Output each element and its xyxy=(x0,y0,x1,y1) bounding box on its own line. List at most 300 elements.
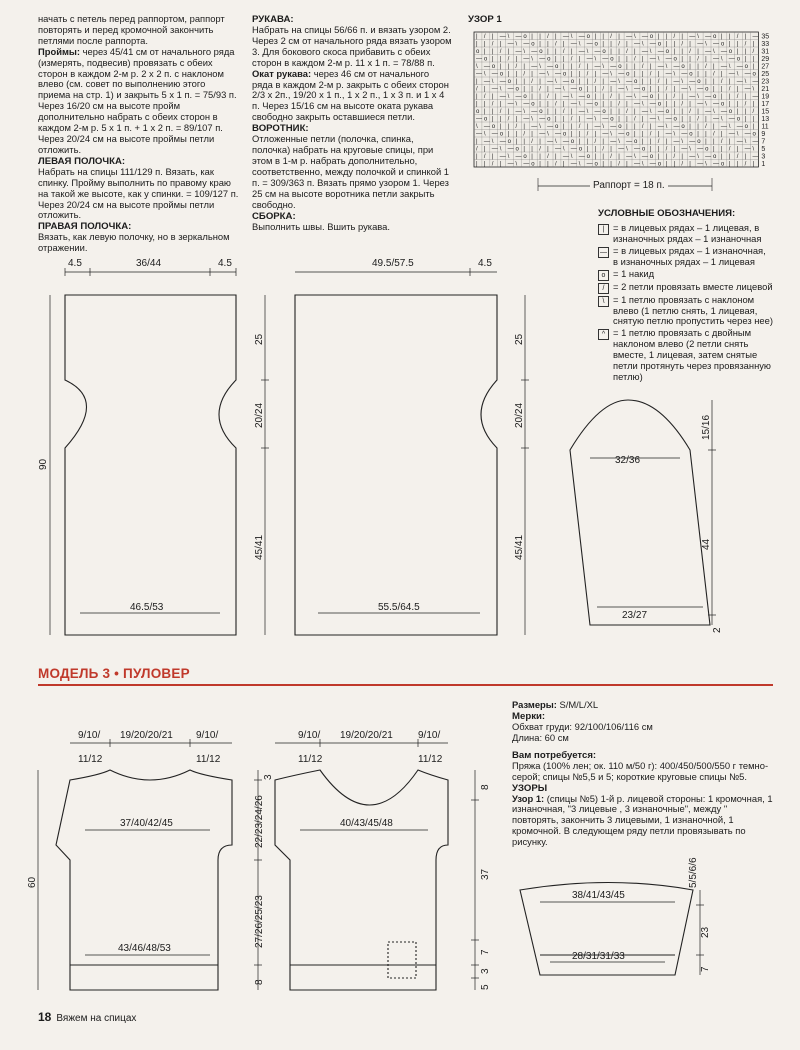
svg-text:—: — xyxy=(697,86,704,93)
svg-text:/: / xyxy=(752,109,755,116)
svg-text:o: o xyxy=(594,101,598,108)
svg-text:|: | xyxy=(491,49,494,56)
svg-text:|: | xyxy=(641,116,644,123)
back-left-h1: 25 xyxy=(254,333,265,345)
svg-text:—: — xyxy=(634,146,640,153)
svg-text:/: / xyxy=(515,64,518,71)
chart-row-numbers xyxy=(761,34,769,169)
svg-text:|: | xyxy=(744,154,747,161)
svg-text:/: / xyxy=(476,86,478,93)
svg-text:|: | xyxy=(713,64,715,71)
svg-text:|: | xyxy=(507,131,510,138)
svg-text:\: \ xyxy=(657,56,660,63)
svg-text:—: — xyxy=(547,124,554,131)
text-column-1 xyxy=(38,14,240,254)
svg-text:|: | xyxy=(515,139,518,146)
svg-text:—: — xyxy=(555,131,561,138)
svg-text:|: | xyxy=(602,41,604,48)
front-neck-depth: 3 xyxy=(263,774,274,780)
svg-text:/: / xyxy=(744,161,747,168)
svg-text:|: | xyxy=(562,64,565,71)
svg-text:\: \ xyxy=(752,146,755,153)
svg-text:|: | xyxy=(531,34,533,41)
svg-text:|: | xyxy=(491,94,494,101)
svg-text:—: — xyxy=(673,139,680,146)
svg-text:—: — xyxy=(618,131,625,138)
svg-text:—: — xyxy=(752,139,759,146)
svg-text:|: | xyxy=(705,79,707,86)
svg-text:\: \ xyxy=(641,41,644,48)
svg-text:/: / xyxy=(555,161,557,168)
svg-text:\: \ xyxy=(539,64,541,71)
okat-text: через 46 см от начального ряда в каждом 2-м р. закрыть с обеих сторон 2/3 х 2п., 19/20 х 1 п., 1 х 2 п., 1 х 3 п. и 1 х 4 п. Через 15/16 см на высоте оката рукава свободно закрыть оставшиеся петли. xyxy=(252,67,449,123)
svg-text:|: | xyxy=(555,49,557,56)
svg-text:o: o xyxy=(728,109,733,116)
chart-row-number: 35 xyxy=(761,33,770,41)
svg-text:|: | xyxy=(673,109,676,116)
svg-text:/: / xyxy=(523,71,526,78)
svg-text:|: | xyxy=(728,34,731,41)
front-top-left-dim: 4.5 xyxy=(68,258,82,269)
svg-text:|: | xyxy=(476,154,478,161)
svg-text:—: — xyxy=(547,79,554,86)
svg-text:|: | xyxy=(752,41,755,48)
svg-text:o: o xyxy=(657,101,662,108)
svg-text:|: | xyxy=(665,154,668,161)
assembly-text: Выполнить швы. Вшить рукава. xyxy=(252,220,390,232)
svg-text:\: \ xyxy=(602,124,605,131)
svg-text:|: | xyxy=(491,34,494,41)
svg-text:/: / xyxy=(610,94,612,101)
svg-text:|: | xyxy=(547,49,549,56)
assembly-title: СБОРКА: xyxy=(252,210,296,222)
svg-text:|: | xyxy=(744,34,747,41)
svg-text:|: | xyxy=(547,161,549,168)
svg-text:/: / xyxy=(483,94,486,101)
svg-text:|: | xyxy=(531,146,533,153)
measures-label: Мерки: xyxy=(512,710,546,722)
svg-text:—: — xyxy=(476,116,482,123)
svg-text:o: o xyxy=(491,64,496,71)
svg-text:—: — xyxy=(531,109,538,116)
svg-text:o: o xyxy=(610,116,614,123)
svg-text:—: — xyxy=(728,71,735,78)
svg-text:—: — xyxy=(531,49,538,56)
svg-text:—: — xyxy=(586,101,593,108)
svg-text:—: — xyxy=(476,71,482,78)
svg-text:\: \ xyxy=(641,161,644,168)
svg-text:|: | xyxy=(570,124,573,131)
svg-text:\: \ xyxy=(673,71,676,78)
svg-text:|: | xyxy=(539,41,541,48)
svg-text:|: | xyxy=(752,56,755,63)
svg-text:\: \ xyxy=(523,49,526,56)
svg-text:|: | xyxy=(681,34,683,41)
svg-text:o: o xyxy=(657,161,662,168)
left-front-text: Набрать на спицы 111/129 п. Вязать, как спинку. Пройму выполнить по правому краю на такой же высоте, как у спинки. = 109/127 п. Через 20/24 см на высоте проймы петли отложить. xyxy=(38,165,239,221)
svg-text:—: — xyxy=(641,34,648,41)
svg-text:|: | xyxy=(539,79,541,86)
svg-text:—: — xyxy=(673,64,680,71)
svg-text:|: | xyxy=(555,109,557,116)
svg-text:|: | xyxy=(531,71,533,78)
pullover-front-outline xyxy=(275,770,448,990)
svg-text:—: — xyxy=(705,154,712,161)
chart-row-number: 9 xyxy=(761,131,766,138)
svg-text:—: — xyxy=(594,124,601,131)
svg-text:|: | xyxy=(649,86,652,93)
back-bottom-dim: 55.5/64.5 xyxy=(378,602,420,613)
svg-text:/: / xyxy=(689,109,691,116)
svg-text:|: | xyxy=(555,94,557,101)
svg-text:|: | xyxy=(665,94,668,101)
svg-text:—: — xyxy=(697,41,704,48)
svg-text:/: / xyxy=(720,139,723,146)
svg-text:\: \ xyxy=(649,109,652,116)
svg-text:/: / xyxy=(657,139,660,146)
svg-text:|: | xyxy=(586,124,589,131)
svg-text:|: | xyxy=(476,34,478,41)
svg-text:—: — xyxy=(713,56,719,63)
svg-text:|: | xyxy=(476,139,478,146)
svg-text:/: / xyxy=(689,49,691,56)
svg-text:|: | xyxy=(689,116,691,123)
svg-text:|: | xyxy=(728,41,731,48)
svg-text:/: / xyxy=(476,146,478,153)
svg-text:o: o xyxy=(705,86,709,93)
svg-text:o: o xyxy=(547,56,551,63)
chart-row-number: 1 xyxy=(761,161,766,168)
svg-text:o: o xyxy=(689,131,693,138)
svg-text:|: | xyxy=(610,86,612,93)
svg-text:—: — xyxy=(641,49,648,56)
svg-text:—: — xyxy=(697,161,704,168)
svg-text:|: | xyxy=(705,56,707,63)
svg-text:|: | xyxy=(705,131,707,138)
svg-text:|: | xyxy=(578,131,581,138)
svg-text:\: \ xyxy=(555,79,557,86)
svg-text:\: \ xyxy=(752,86,755,93)
svg-text:/: / xyxy=(555,41,557,48)
svg-text:|: | xyxy=(705,139,707,146)
svg-text:—: — xyxy=(523,161,530,168)
legend-item: o = 1 накид xyxy=(598,269,773,281)
svg-text:o: o xyxy=(641,86,646,93)
svg-text:—: — xyxy=(697,146,704,153)
svg-text:|: | xyxy=(720,131,723,138)
svg-text:|: | xyxy=(689,41,691,48)
svg-text:\: \ xyxy=(657,116,660,123)
left-front-title: ЛЕВАЯ ПОЛОЧКА: xyxy=(38,155,126,167)
chart-row-number: 23 xyxy=(761,78,770,86)
svg-text:|: | xyxy=(555,154,557,161)
svg-text:|: | xyxy=(689,56,691,63)
svg-text:—: — xyxy=(665,131,672,138)
pullover-back-outline xyxy=(56,770,232,990)
col1-continuation: начать с петель перед раппортом, раппорт повторять и перед кромочной закончить петлями после раппорта. xyxy=(38,13,225,46)
svg-text:|: | xyxy=(649,124,652,131)
svg-text:—: — xyxy=(649,161,656,168)
svg-text:\: \ xyxy=(626,86,628,93)
svg-text:\: \ xyxy=(570,154,573,161)
svg-text:o: o xyxy=(720,161,725,168)
svg-text:|: | xyxy=(634,64,636,71)
front-chest-dim: 40/43/45/48 xyxy=(340,818,393,829)
svg-text:o: o xyxy=(578,146,583,153)
svg-text:\: \ xyxy=(681,139,684,146)
svg-text:/: / xyxy=(491,101,494,108)
svg-text:—: — xyxy=(515,34,522,41)
svg-text:/: / xyxy=(507,116,510,123)
svg-text:|: | xyxy=(539,161,541,168)
svg-text:o: o xyxy=(507,79,511,86)
svg-text:|: | xyxy=(602,94,604,101)
svg-text:|: | xyxy=(681,154,683,161)
legend-item: \ = 1 петлю провязать с наклоном влево (1 петлю снять, 1 лицевая, снятую петлю пропустить через нее) xyxy=(598,295,773,328)
sleeve-title: РУКАВА: xyxy=(252,14,294,25)
svg-text:|: | xyxy=(562,101,565,108)
chart-row-number: 27 xyxy=(761,63,770,71)
svg-text:—: — xyxy=(681,131,688,138)
chart-row-number: 11 xyxy=(761,123,769,131)
svg-text:\: \ xyxy=(720,56,723,63)
svg-text:\: \ xyxy=(578,161,581,168)
svg-text:o: o xyxy=(634,139,638,146)
chart-title: УЗОР 1 xyxy=(468,14,502,25)
svg-text:—: — xyxy=(499,79,506,86)
svg-text:\: \ xyxy=(634,94,636,101)
svg-text:—: — xyxy=(610,124,617,131)
svg-text:|: | xyxy=(483,146,486,153)
svg-text:|: | xyxy=(618,116,620,123)
svg-text:o: o xyxy=(713,94,717,101)
svg-text:\: \ xyxy=(689,146,691,153)
svg-text:—: — xyxy=(602,116,609,123)
svg-text:|: | xyxy=(649,79,652,86)
svg-text:|: | xyxy=(586,79,589,86)
front-outline xyxy=(65,295,236,635)
svg-text:|: | xyxy=(681,116,683,123)
svg-text:—: — xyxy=(602,71,609,78)
svg-text:—: — xyxy=(618,146,625,153)
chart-row-number: 21 xyxy=(761,86,770,93)
front-neck-dim: 19/20/20/21 xyxy=(340,730,393,741)
svg-text:|: | xyxy=(594,154,597,161)
svg-text:|: | xyxy=(547,109,549,116)
svg-text:—: — xyxy=(531,64,538,71)
svg-text:—: — xyxy=(602,56,609,63)
svg-text:—: — xyxy=(689,154,696,161)
svg-text:o: o xyxy=(744,124,748,131)
svg-text:|: | xyxy=(752,124,755,131)
svg-text:—: — xyxy=(657,109,664,116)
svg-text:|: | xyxy=(689,101,691,108)
svg-text:—: — xyxy=(539,71,546,78)
svg-text:|: | xyxy=(641,71,644,78)
sleeve-outline xyxy=(570,400,710,625)
svg-text:|: | xyxy=(736,101,739,108)
svg-text:o: o xyxy=(649,94,654,101)
svg-text:\: \ xyxy=(476,124,478,131)
svg-text:|: | xyxy=(602,139,604,146)
svg-text:|: | xyxy=(689,64,691,71)
back-shoulder-r2: 11/12 xyxy=(196,754,221,765)
svg-text:/: / xyxy=(649,131,652,138)
svg-text:/: / xyxy=(728,86,731,93)
svg-text:|: | xyxy=(689,161,691,168)
svg-text:o: o xyxy=(610,56,614,63)
svg-text:—: — xyxy=(594,109,601,116)
svg-text:/: / xyxy=(570,116,573,123)
svg-text:\: \ xyxy=(705,41,707,48)
svg-text:—: — xyxy=(634,161,640,168)
svg-text:/: / xyxy=(618,101,620,108)
front-top-mid-dim: 36/44 xyxy=(136,258,162,269)
svg-text:\: \ xyxy=(547,71,549,78)
svg-text:|: | xyxy=(507,109,510,116)
svg-text:—: — xyxy=(626,79,633,86)
svg-text:|: | xyxy=(476,94,478,101)
svg-text:\: \ xyxy=(499,146,502,153)
svg-text:|: | xyxy=(531,86,533,93)
svg-text:|: | xyxy=(602,161,604,168)
svg-text:|: | xyxy=(736,86,739,93)
back-left-h2: 20/24 xyxy=(254,402,265,428)
svg-text:\: \ xyxy=(507,34,510,41)
svg-text:/: / xyxy=(649,71,652,78)
svg-text:—: — xyxy=(713,161,719,168)
svg-text:|: | xyxy=(515,131,518,138)
svg-text:|: | xyxy=(531,154,533,161)
svg-text:—: — xyxy=(634,41,640,48)
svg-text:/: / xyxy=(586,71,589,78)
svg-text:o: o xyxy=(641,146,646,153)
svg-text:o: o xyxy=(515,146,519,153)
svg-text:—: — xyxy=(649,41,656,48)
svg-text:/: / xyxy=(736,154,739,161)
proymy-label: Проймы: xyxy=(38,45,81,57)
svg-text:/: / xyxy=(618,161,620,168)
svg-text:|: | xyxy=(476,161,478,168)
svg-text:o: o xyxy=(634,79,638,86)
svg-text:—: — xyxy=(555,71,561,78)
svg-text:/: / xyxy=(594,139,597,146)
svg-text:\: \ xyxy=(507,154,510,161)
svg-text:|: | xyxy=(491,154,494,161)
svg-text:|: | xyxy=(713,139,715,146)
k2tog-symbol-icon: / xyxy=(598,283,609,294)
sleeve-length-dim: 44 xyxy=(701,538,712,550)
svg-text:—: — xyxy=(578,34,585,41)
svg-text:|: | xyxy=(673,146,676,153)
svg-text:/: / xyxy=(681,161,684,168)
svg-text:/: / xyxy=(626,109,628,116)
svg-text:|: | xyxy=(657,131,660,138)
svg-text:—: — xyxy=(539,116,546,123)
svg-text:o: o xyxy=(531,101,535,108)
svg-text:o: o xyxy=(713,34,717,41)
front-shoulder-l: 9/10/ xyxy=(298,730,321,741)
svg-text:|: | xyxy=(728,154,731,161)
svg-text:|: | xyxy=(697,64,699,71)
svg-text:|: | xyxy=(673,101,676,108)
svg-text:\: \ xyxy=(728,124,731,131)
svg-text:/: / xyxy=(483,154,486,161)
back-neck-dim: 19/20/20/21 xyxy=(120,730,173,741)
svg-text:|: | xyxy=(744,94,747,101)
svg-text:/: / xyxy=(705,64,707,71)
svg-text:|: | xyxy=(626,124,628,131)
svg-text:|: | xyxy=(681,56,683,63)
svg-text:/: / xyxy=(578,124,581,131)
svg-text:o: o xyxy=(602,49,606,56)
svg-text:|: | xyxy=(681,109,683,116)
svg-text:—: — xyxy=(736,79,743,86)
svg-text:|: | xyxy=(634,124,636,131)
repeat-label: Раппорт = 18 п. xyxy=(590,180,668,191)
svg-text:\: \ xyxy=(736,71,739,78)
svg-text:|: | xyxy=(641,131,644,138)
svg-text:|: | xyxy=(713,79,715,86)
svg-text:\: \ xyxy=(483,131,486,138)
svg-text:|: | xyxy=(578,56,581,63)
svg-text:|: | xyxy=(697,49,699,56)
svg-text:|: | xyxy=(713,124,715,131)
svg-text:|: | xyxy=(515,71,518,78)
model-divider xyxy=(38,684,773,688)
svg-text:o: o xyxy=(744,64,748,71)
svg-text:|: | xyxy=(499,41,502,48)
legend-title: УСЛОВНЫЕ ОБОЗНАЧЕНИЯ: xyxy=(598,208,736,219)
back-chest-dim: 37/40/42/45 xyxy=(120,818,173,829)
svg-text:—: — xyxy=(507,86,514,93)
svg-text:—: — xyxy=(562,34,569,41)
svg-text:\: \ xyxy=(713,109,715,116)
svg-text:|: | xyxy=(594,86,597,93)
svg-text:/: / xyxy=(570,56,573,63)
svg-text:o: o xyxy=(594,41,598,48)
svg-text:|: | xyxy=(665,79,668,86)
svg-text:/: / xyxy=(531,139,533,146)
svg-text:\: \ xyxy=(594,56,597,63)
pattern1-text: (спицы №5) 1-й р. лицевой стороны: 1 кромочная, 1 изнаночная, "3 лицевые , 3 изнаночные", между " повторять, закончить 3 лицевыми, 1 изнаночной, 1 кромочной. В следующем ряду петли провязывать по рисунку. xyxy=(512,792,773,848)
svg-text:|: | xyxy=(531,94,533,101)
svg-text:—: — xyxy=(649,56,656,63)
svg-text:|: | xyxy=(626,56,628,63)
svg-text:o: o xyxy=(736,56,741,63)
svg-text:|: | xyxy=(634,71,636,78)
svg-text:|: | xyxy=(610,161,612,168)
front-shoulder-l2: 11/12 xyxy=(298,754,323,765)
svg-text:|: | xyxy=(720,34,723,41)
svg-text:—: — xyxy=(618,86,625,93)
svg-text:—: — xyxy=(689,79,696,86)
svg-text:\: \ xyxy=(641,101,644,108)
svg-text:—: — xyxy=(476,56,482,63)
svg-text:—: — xyxy=(713,116,719,123)
svg-text:|: | xyxy=(491,56,494,63)
svg-text:|: | xyxy=(594,146,597,153)
svg-text:|: | xyxy=(594,71,597,78)
svg-text:—: — xyxy=(705,94,712,101)
svg-text:—: — xyxy=(665,56,672,63)
svg-text:—: — xyxy=(483,79,490,86)
svg-text:—: — xyxy=(610,79,617,86)
svg-text:o: o xyxy=(586,34,590,41)
svg-text:|: | xyxy=(720,154,723,161)
svg-text:/: / xyxy=(673,94,676,101)
sleeve-top-dim: 38/41/43/45 xyxy=(572,890,625,901)
